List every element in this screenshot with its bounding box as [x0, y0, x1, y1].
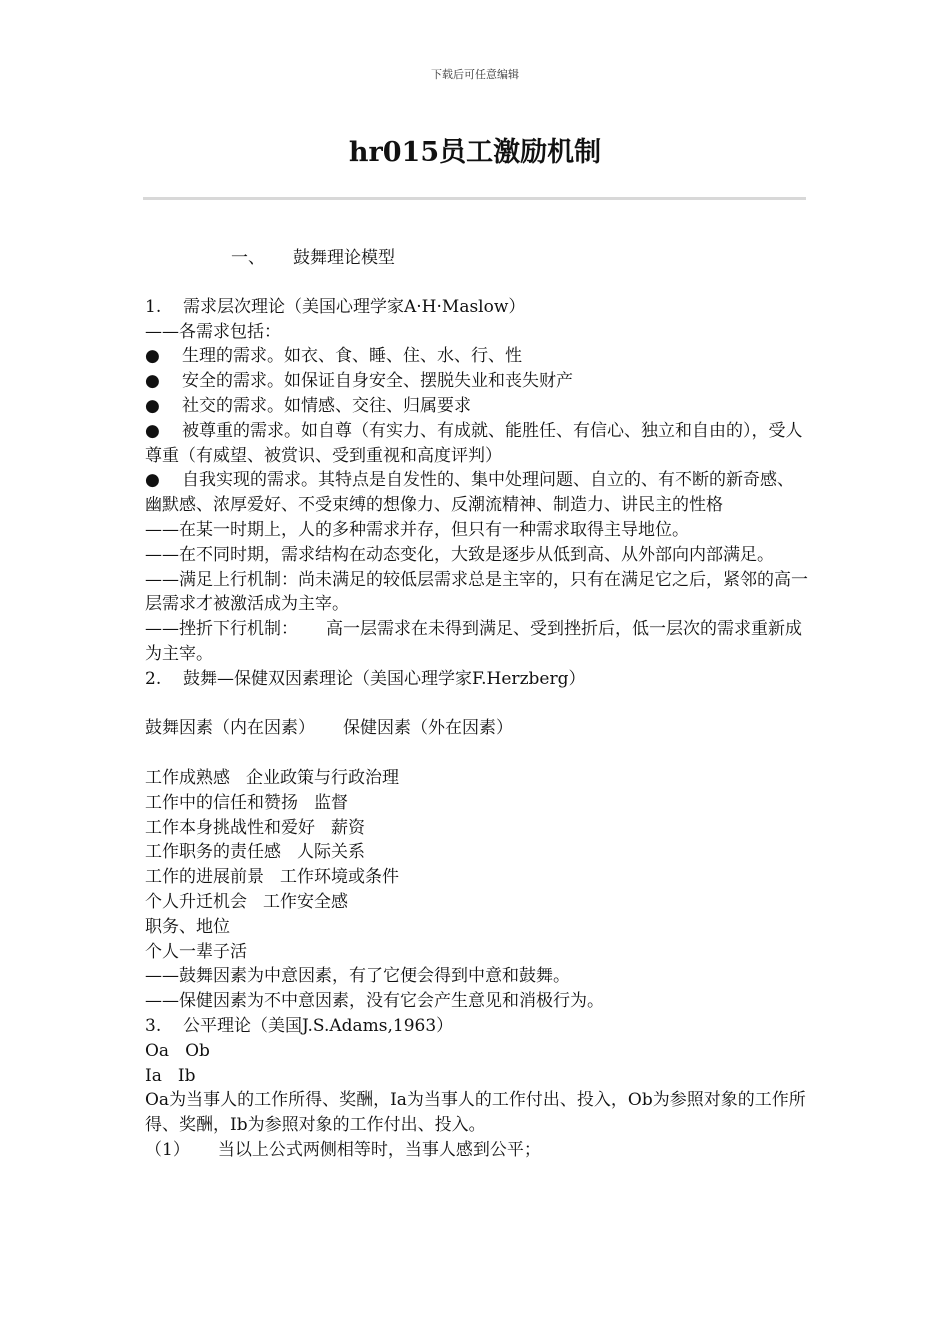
page-title: hr015员工激励机制 — [348, 137, 602, 168]
need-item: ● 生理的需求。如衣、食、睡、住、水、行、性 — [145, 344, 810, 369]
bullet-icon: ● — [145, 420, 160, 441]
factor-header: 鼓舞因素（内在因素） 保健因素（外在因素） — [145, 718, 513, 739]
case-text: 当以上公式两侧相等时，当事人感到公平； — [217, 1139, 541, 1160]
theory-3-number: 3. — [145, 1015, 162, 1036]
bullet-icon: ● — [145, 395, 160, 416]
theory-2-text: 鼓舞—保健双因素理论（美国心理学家F.Herzberg） — [183, 668, 586, 689]
bullet-icon: ● — [145, 371, 160, 392]
theory-2-title — [145, 667, 810, 692]
factor-row: 工作成熟感 企业政策与行政治理 — [145, 767, 399, 788]
title-divider — [143, 197, 806, 200]
theory-1-note: ——在不同时期，需求结构在动态变化，大致是逐步从低到高、从外部向内部满足。 — [145, 544, 774, 565]
bullet-icon: ● — [145, 470, 160, 491]
theory-3-case — [145, 1138, 810, 1163]
factor-row: 工作的进展前景 工作环境或条件 — [145, 867, 399, 888]
theory-1-title — [145, 295, 810, 320]
theory-3-text: 公平理论（美国J.S.Adams,1963） — [183, 1015, 454, 1036]
theory-1-note: ——满足上行机制：尚未满足的较低层需求总是主宰的，只有在满足它之后，紧邻的高一层需求才被激活成为主宰。 — [145, 569, 808, 615]
theory-2-number: 2. — [145, 668, 162, 689]
need-item: ● 自我实现的需求。其特点是自发性的、集中处理问题、自立的、有不断的新奇感、幽默感、浓厚爱好、不受束缚的想像力、反潮流精神、制造力、讲民主的性格 — [145, 470, 794, 516]
theory-2-note: ——鼓舞因素为中意因素，有了它便会得到中意和鼓舞。 — [145, 966, 570, 987]
need-item: ● 社交的需求。如情感、交往、归属要求 — [145, 394, 810, 419]
need-item: ● 安全的需求。如保证自身安全、摆脱失业和丧失财产 — [145, 369, 810, 394]
theory-3-description: Oa为当事人的工作所得、奖酬，Ia为当事人的工作付出、投入，Ob为参照对象的工作所得、奖酬，Ib为参照对象的工作付出、投入。 — [145, 1090, 806, 1136]
formula-bottom: Ia Ib — [145, 1065, 196, 1086]
case-label: （1） — [145, 1139, 190, 1160]
note-label: ——挫折下行机制： — [145, 619, 298, 640]
header-note: 下载后可任意编辑 — [431, 68, 519, 81]
theory-1-intro: ——各需求包括： — [145, 321, 281, 342]
section-heading-text: 鼓舞理论模型 — [293, 248, 395, 268]
section-heading-number: 一、 — [231, 248, 265, 268]
factor-row: 个人一辈子活 — [145, 941, 247, 962]
theory-2-note: ——保健因素为不中意因素，没有它会产生意见和消极行为。 — [145, 991, 604, 1012]
theory-1-number: 1. — [145, 296, 162, 317]
factor-row: 工作中的信任和赞扬 监督 — [145, 792, 348, 813]
theory-1-note: ——在某一时期上，人的多种需求并存，但只有一种需求取得主导地位。 — [145, 519, 689, 540]
theory-3-title — [145, 1014, 810, 1039]
factor-row: 职务、地位 — [145, 916, 230, 937]
formula-top: Oa Ob — [145, 1040, 210, 1061]
theory-1-text: 需求层次理论（美国心理学家A·H·Maslow） — [183, 296, 526, 317]
theory-1-note — [145, 617, 810, 667]
factor-row: 个人升迁机会 工作安全感 — [145, 891, 348, 912]
note-text: 高一层需求在未得到满足、受到挫折后，低一层次的需求重新成为主宰。 — [145, 619, 802, 664]
factor-row: 工作本身挑战性和爱好 薪资 — [145, 817, 365, 838]
document-body — [145, 246, 810, 1163]
bullet-icon: ● — [145, 346, 160, 367]
factor-row: 工作职务的责任感 人际关系 — [145, 842, 365, 863]
need-item: ● 被尊重的需求。如自尊（有实力、有成就、能胜任、有信心、独立和自由的），受人尊重（有威望、被赏识、受到重视和高度评判） — [145, 420, 803, 466]
section-heading — [145, 246, 810, 271]
